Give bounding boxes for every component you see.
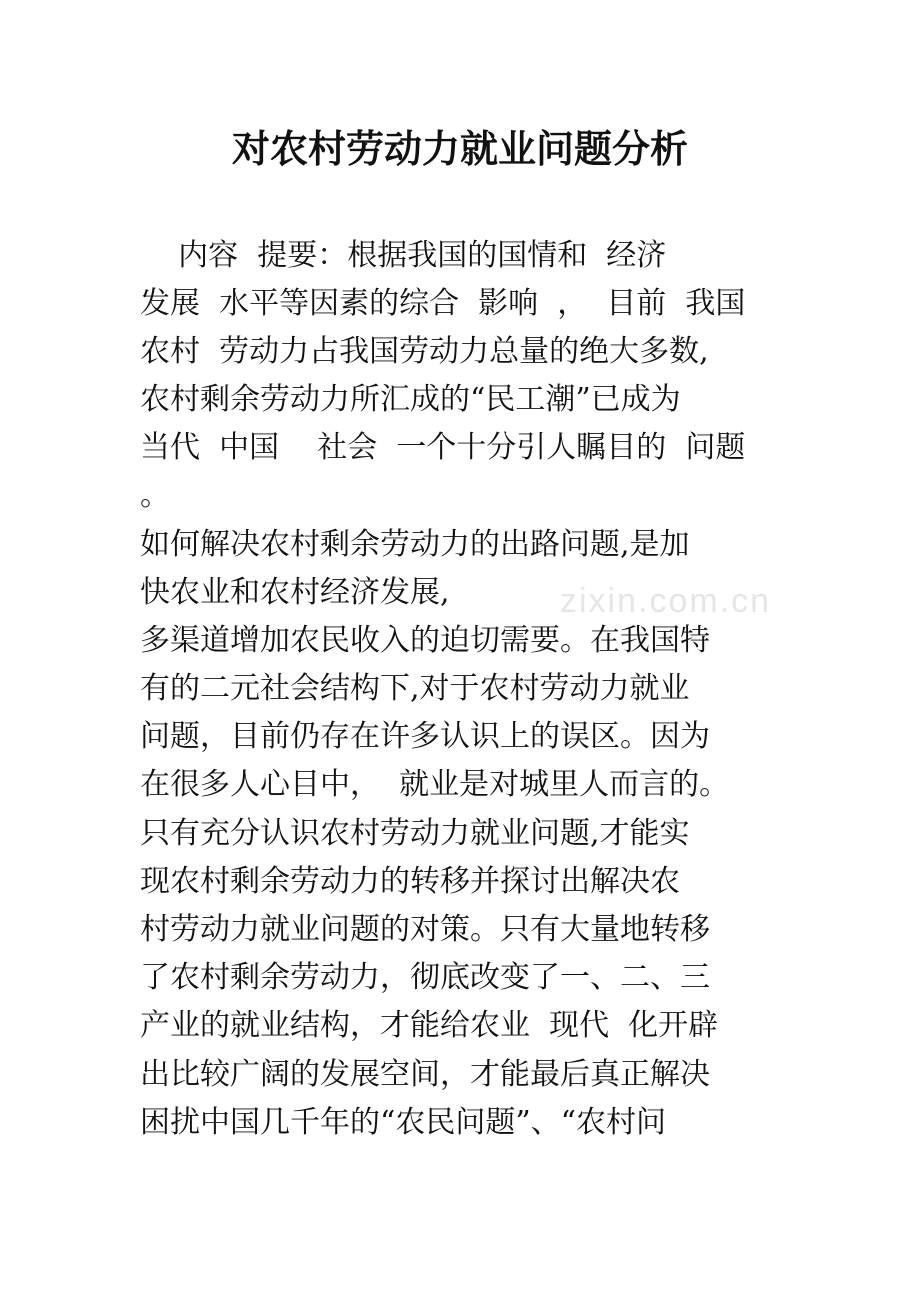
body-line: 内容 提要：根据我国的国情和 经济 (140, 238, 667, 273)
body-line: 有的二元社会结构下,对于农村劳动力就业 (140, 671, 690, 706)
document-title: 对农村劳动力就业问题分析 (231, 126, 688, 171)
body-line: 。 (140, 478, 170, 513)
watermark: zixin.com.cn (560, 582, 772, 620)
body-line: 在很多人心目中， 就业是对城里人而言的。 (140, 767, 730, 802)
body-line: 困扰中国几千年的“农民问题”、“农村问 (140, 1105, 667, 1140)
body-line: 当代 中国 社会 一个十分引人瞩目的 问题 (140, 430, 746, 465)
body-line: 发展 水平等因素的综合 影响 ， 目前 我国 (140, 286, 746, 321)
body-line: 农村 劳动力占我国劳动力总量的绝大多数, (140, 334, 709, 369)
body-line: 产业的就业结构，才能给农业 现代 化开辟 (140, 1008, 719, 1043)
body-line: 了农村剩余劳动力，彻底改变了一、二、三 (140, 960, 710, 995)
body-line: 多渠道增加农民收入的迫切需要。在我国特 (140, 623, 710, 658)
body-line: 现农村剩余劳动力的转移并探讨出解决农 (140, 864, 680, 899)
body-line: 问题，目前仍存在许多认识上的误区。因为 (140, 719, 710, 754)
body-line: 只有充分认识农村劳动力就业问题,才能实 (140, 816, 690, 851)
body-line: 村劳动力就业问题的对策。只有大量地转移 (140, 912, 710, 947)
body-line: 快农业和农村经济发展, (140, 575, 450, 610)
body-line: 出比较广阔的发展空间，才能最后真正解决 (140, 1057, 710, 1092)
body-line: 农村剩余劳动力所汇成的“民工潮”已成为 (140, 382, 681, 417)
body-line: 如何解决农村剩余劳动力的出路问题,是加 (140, 527, 690, 562)
